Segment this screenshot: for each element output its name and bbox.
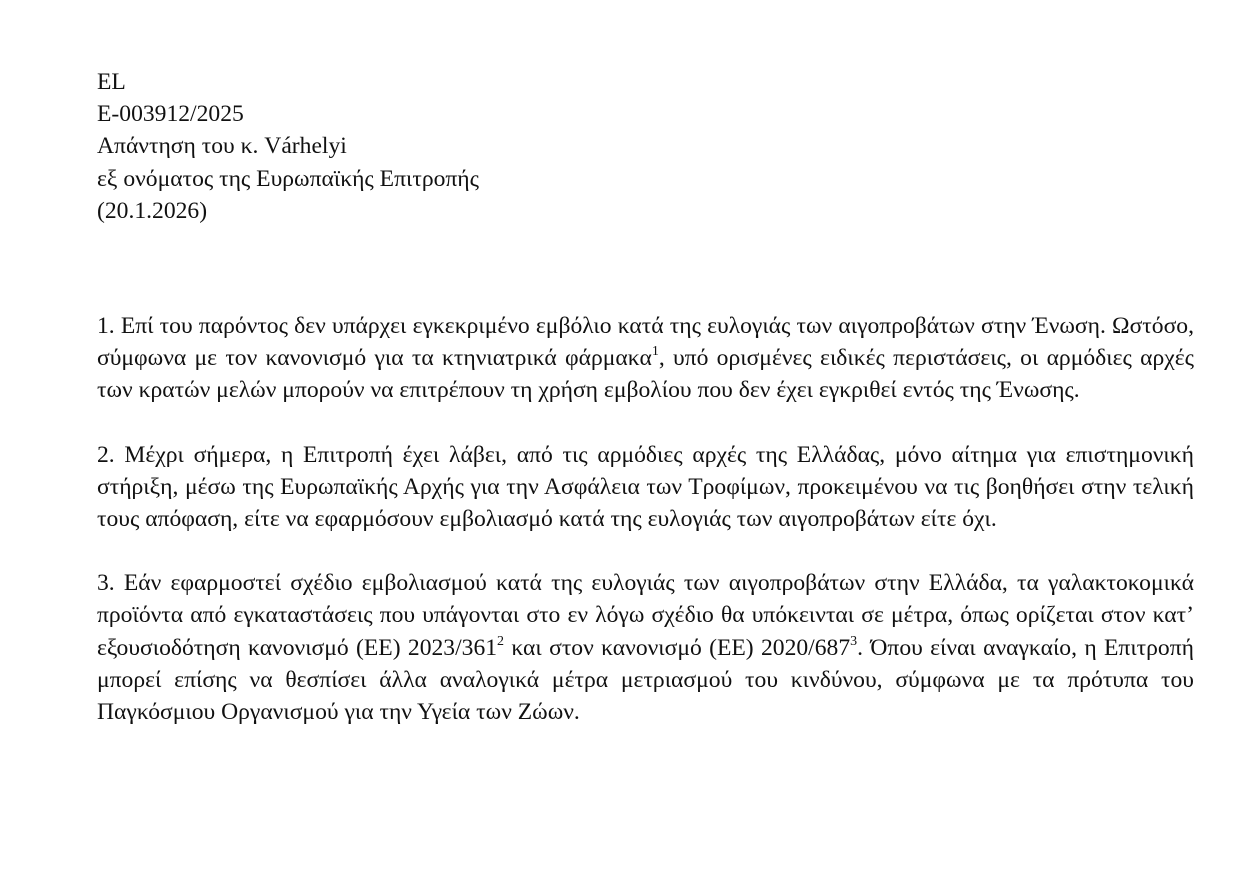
document-page xyxy=(97,66,1194,760)
paragraph-text: , υπό ορισμένες ειδικές περιστάσεις, οι αρμόδιες αρχές των κρατών μελών μπορούν να επιτρέπουν τη χρήση εμβολίου που δεν έχει εγκριθεί εντός της Ένωσης. xyxy=(97,345,1194,404)
paragraph-1 xyxy=(97,310,1194,407)
answer-date: (20.1.2026) xyxy=(97,197,208,224)
paragraph-2 xyxy=(97,439,1194,536)
paragraph-text: 3. Εάν εφαρμοστεί σχέδιο εμβολιασμού κατά της ευλογιάς των αιγοπροβάτων στην Ελλάδα, τα γαλακτοκομικά προϊόντα από εγκαταστάσεις που υπάγονται στο εν λόγω σχέδιο θα υπόκεινται σε μέτρα, όπως ορίζεται στον κατ’ εξουσιοδότηση κανονισμό (ΕΕ) 2023/361 xyxy=(97,570,1194,661)
answer-body xyxy=(97,310,1194,728)
question-reference: E-003912/2025 xyxy=(97,101,244,128)
paragraph-text: 2. Μέχρι σήμερα, η Επιτροπή έχει λάβει, από τις αρμόδιες αρχές της Ελλάδας, μόνο αίτημα για επιστημονική στήριξη, μέσω της Ευρωπαϊκής Αρχής για την Ασφάλεια των Τροφίμων, προκειμένου να τις βοηθήσει στην τελική τους απόφαση, είτε να εφαρμόσουν εμβολιασμό κατά της ευλογιάς των αιγοπροβάτων είτε όχι. xyxy=(97,441,1194,533)
answer-by: Απάντηση του κ. Várhelyi xyxy=(97,133,347,160)
paragraph-3 xyxy=(97,567,1194,728)
document-header xyxy=(97,66,1194,227)
footnote-ref-3[interactable]: 3 xyxy=(850,633,858,649)
paragraph-text: 1. Επί του παρόντος δεν υπάρχει εγκεκριμένο εμβόλιο κατά της ευλογιάς των αιγοπροβάτων στην Ένωση. Ωστόσο, σύμφωνα με τον κανονισμό για τα κτηνιατρικά φάρμακα xyxy=(97,313,1194,372)
footnote-ref-2[interactable]: 2 xyxy=(497,633,505,649)
footnote-ref-1[interactable]: 1 xyxy=(651,344,659,360)
paragraph-text: . Όπου είναι αναγκαίο, η Επιτροπή μπορεί επίσης να θεσπίσει άλλα αναλογικά μέτρα μετριασμού του κινδύνου, σύμφωνα με τα πρότυπα του Παγκόσμιου Οργανισμού για την Υγεία των Ζώων. xyxy=(97,634,1194,726)
on-behalf-of: εξ ονόματος της Ευρωπαϊκής Επιτροπής xyxy=(97,165,479,192)
paragraph-text: και στον κανονισμό (ΕΕ) 2020/687 xyxy=(504,634,851,661)
language-code: EL xyxy=(97,69,126,95)
